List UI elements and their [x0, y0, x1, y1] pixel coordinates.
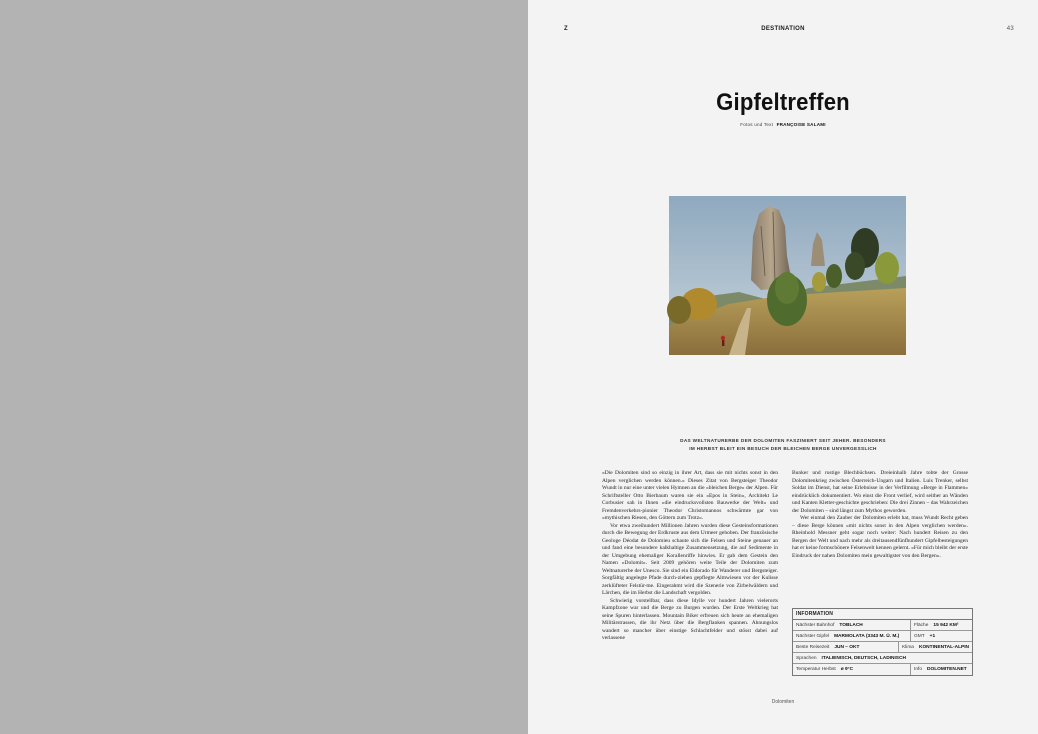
- right-page: [528, 0, 1038, 734]
- body-column-left: [602, 470, 778, 643]
- info-value: 15 942 KM²: [933, 622, 959, 628]
- info-row: [793, 631, 972, 642]
- page-number: 43: [1006, 26, 1014, 32]
- info-label: Temperatur Herbst: [796, 667, 836, 672]
- info-row: [793, 620, 972, 631]
- info-value: DOLOMITEN.NET: [927, 667, 967, 672]
- body-column-right: [792, 470, 968, 560]
- info-label: Nächster Bahnhof: [796, 622, 835, 628]
- info-label: Nächster Gipfel: [796, 633, 830, 639]
- byline-label: Fotos und Text: [740, 122, 774, 127]
- info-box-title: INFORMATION: [793, 609, 972, 620]
- magazine-mark: Z: [564, 26, 568, 32]
- info-cell: [911, 620, 972, 630]
- lead-text: [528, 437, 1038, 453]
- info-cell: [911, 631, 972, 641]
- lead-line-1: DAS WELTNATURERBE DER DOLOMITEN FASZINIERT SEIT JEHER. BESONDERS: [680, 438, 886, 443]
- info-value: JUN – OKT: [834, 644, 860, 650]
- info-cell: [899, 642, 972, 652]
- footer-label: Dolomiten: [771, 699, 795, 705]
- body-paragraph: Schwierig vorstellbar, dass diese Idylle vor hundert Jahren vielerorts Kampfzone war und die Berge zu Burgen wurden. Der Erste Weltkrieg hat seine Spuren hinterlassen. Mountain Biker erfreuen sich heute an ehemaligen Militärstrassen, die ihr Netz über die Bergflanken spannen. Ahnungslos wandert so mancher über einstige Schlachtfelder und stösst dabei auf verlassene: [602, 597, 778, 641]
- info-label: Info: [914, 667, 923, 672]
- info-label: Sprachen: [796, 655, 817, 661]
- info-label: GMT: [914, 633, 925, 639]
- info-label: Beste Reisezeit: [796, 644, 830, 650]
- body-paragraph: Wer einmal den Zauber der Dolomiten erlebt hat, muss Wundt Recht geben – diese Berge können «mit nichts sonst in den Alpen verglichen werden». Rheinhold Messner geht sogar noch weiter: Nach hundert Reisen zu den Bergen der Welt und nach mehr als dreitausendfünfhundert Gipfelbesteigungen hat er keine formschönere Felsenwelt kennen gelernt. «Für mich bleibt der erste Eindruck der nahen Dolomiten mein gewaltigster von den Bergen».: [792, 515, 968, 559]
- article-title: Gipfeltreffen: [716, 89, 850, 116]
- byline-author: FRANÇOISE SALAMI: [776, 122, 826, 127]
- info-label: Fläche: [914, 622, 929, 628]
- info-value: TOBLACH: [839, 622, 863, 628]
- info-value: KONTINENTAL-ALPIN: [918, 644, 969, 650]
- info-box: [792, 608, 973, 676]
- body-paragraph: Vor etwa zweihundert Millionen Jahren wurden diese Gesteinsformationen durch die Bewegung der Erdkruste aus dem Urmeer gehoben. Der französische Geologe Déodat de Dolomieu schaute sich die Felsen und Steine genauer an und fand eine besondere kalkhaltige Zusammensetzung, die auf Sedimente in der Umgebung ehemaliger Korallenriffe hinwies. Er gab dem Gestein den Namen «Dolomit». Seit 2009 gehören weite Teile der Dolomiten zum Weltnaturerbe der Unesco. Sie sind ein Eldorado für Wanderer und Bergsteiger. Sorgfältig angelegte Pfade durch-ziehen gepflegte Almwiesen vor der Kulisse zerklüfteter Felstür-me. Eingerahmt wird die Szenerie von Zirbelwäldern und Lärchen, die im Herbst die Landschaft vergolden.: [602, 522, 778, 596]
- section-label: DESTINATION: [761, 26, 805, 32]
- info-cell: [793, 664, 911, 675]
- info-value: ø 9°C: [840, 667, 854, 672]
- info-row: [793, 664, 972, 675]
- info-row: [793, 642, 972, 653]
- info-cell: [793, 642, 899, 652]
- info-value: ITALIENISCH, DEUTSCH, LADINISCH: [821, 655, 906, 661]
- byline: [528, 122, 1038, 127]
- body-paragraph: Bunker und rostige Blechbüchsen. Dreieinhalb Jahre tobte der Grosse Dolomitenkrieg zwischen Österreich-Ungarn und Italien. Luis Trenker, selbst Soldat im Dienst, hat seine Erlebnisse in der Verfilmung «Berge in Flammen» eindrücklich dokumentiert. Wo einst die Front verlief, wird seither an Wänden und Kanten Kletter-geschichte geschrieben: Die drei Zinnen – das Wahrzeichen der Dolomiten – sind längst zum Mythos geworden.: [792, 470, 968, 514]
- info-cell: [793, 653, 972, 663]
- dolomites-photo: [669, 196, 906, 355]
- info-value: MARMOLATA (3343 M. Ü. M.): [834, 633, 900, 639]
- lead-line-2: IM HERBST BLEIT EIN BESUCH DER BLEICHEN BERGE UNVERGESSLICH: [689, 446, 877, 451]
- info-cell: [911, 664, 972, 675]
- body-paragraph: «Die Dolomiten sind so einzig in ihrer Art, dass sie mit nichts sonst in den Alpen verglichen werden können.» Dieses Zitat von Bergsteiger Theodor Wundt in nur eine unter vielen Hymnen an die «bleichen Berge» der Alpen. Für Schriftsteller Otto Bierbaum waren sie ein «Epos in Stein», Architekt Le Corbusier sah in Ihnen «die eindrucksvollsten Bauwerke der Welt» und Fremdenverkehrs-pionier Theodor Christomannos schwärmte gar von «mythischen Riesen, den Göttern zum Trotz».: [602, 470, 778, 521]
- info-cell: [793, 620, 911, 630]
- info-label: Klima: [901, 644, 914, 650]
- info-value: +1: [929, 633, 936, 639]
- info-row: [793, 653, 972, 664]
- info-cell: [793, 631, 911, 641]
